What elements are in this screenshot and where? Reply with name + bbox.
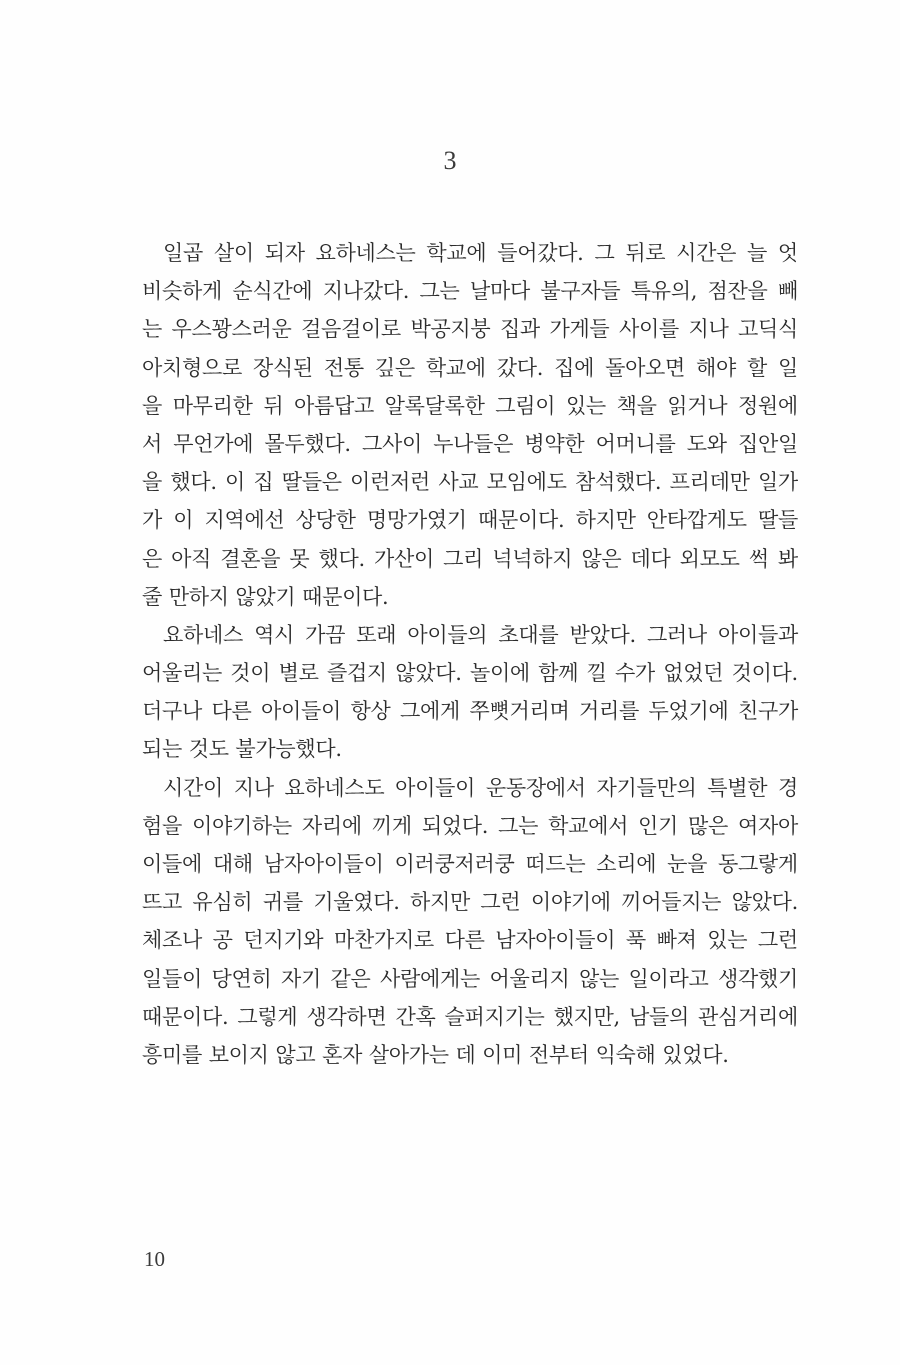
text-line: 을 했다. 이 집 딸들은 이런저런 사교 모임에도 참석했다. 프리데만 일가 [142,470,798,495]
text-line: 일들이 당연히 자기 같은 사람에게는 어울리지 않는 일이라고 생각했기 [142,966,798,991]
text-line: 가 이 지역에선 상당한 명망가였기 때문이다. 하지만 안타깝게도 딸들 [142,508,798,533]
text-line: 어울리는 것이 별로 즐겁지 않았다. 놀이에 함께 낄 수가 없었던 것이다. [142,661,798,686]
text-line: 은 아직 결혼을 못 했다. 가산이 그리 넉넉하지 않은 데다 외모도 썩 봐 [142,546,798,571]
text-line: 비슷하게 순식간에 지나갔다. 그는 날마다 불구자들 특유의, 점잔을 빼 [142,279,798,304]
text-line: 줄 만하지 않았기 때문이다. [142,584,389,609]
text-line: 을 마무리한 뒤 아름답고 알록달록한 그림이 있는 책을 읽거나 정원에 [142,393,798,418]
text-line: 이들에 대해 남자아이들이 이러쿵저러쿵 떠드는 소리에 눈을 동그랗게 [142,852,798,876]
page-number: 10 [144,1247,165,1271]
text-line: 되는 것도 불가능했다. [142,737,342,762]
text-line: 아치형으로 장식된 전통 깊은 학교에 갔다. 집에 돌아오면 해야 할 일 [142,355,798,380]
text-line: 흥미를 보이지 않고 혼자 살아가는 데 이미 전부터 익숙해 있었다. [142,1042,729,1067]
text-line: 일곱 살이 되자 요하네스는 학교에 들어갔다. 그 뒤로 시간은 늘 엇 [163,241,798,265]
text-line: 더구나 다른 아이들이 항상 그에게 쭈뼛거리며 거리를 두었기에 친구가 [142,699,798,724]
text-line: 때문이다. 그렇게 생각하면 간혹 슬퍼지기는 했지만, 남들의 관심거리에 [142,1004,798,1029]
text-line: 시간이 지나 요하네스도 아이들이 운동장에서 자기들만의 특별한 경 [163,775,798,800]
body-text [142,234,798,1074]
text-line: 는 우스꽝스러운 걸음걸이로 박공지붕 집과 가게들 사이를 지나 고딕식 [142,317,798,342]
chapter-number: 3 [443,146,457,175]
text-line: 서 무언가에 몰두했다. 그사이 누나들은 병약한 어머니를 도와 집안일 [142,431,798,456]
text-line: 요하네스 역시 가끔 또래 아이들의 초대를 받았다. 그러나 아이들과 [163,622,798,647]
text-line: 뜨고 유심히 귀를 기울였다. 하지만 그런 이야기에 끼어들지는 않았다. [142,890,798,915]
text-line: 험을 이야기하는 자리에 끼게 되었다. 그는 학교에서 인기 많은 여자아 [142,813,798,838]
text-line: 체조나 공 던지기와 마찬가지로 다른 남자아이들이 푹 빠져 있는 그런 [142,928,798,953]
